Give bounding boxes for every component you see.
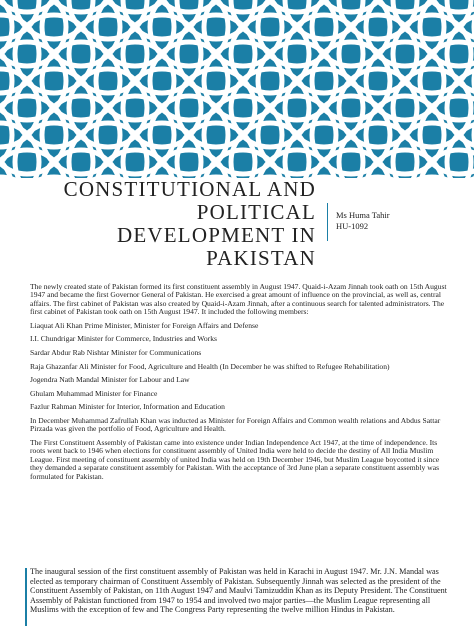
body-content [30,283,450,486]
cabinet-member-2: I.I. Chundrigar Minister for Commerce, Industries and Works [30,334,217,344]
course-code: HU-1092 [336,221,369,231]
title-line-2: POLITICAL [196,200,316,224]
cabinet-member-5: Jogendra Nath Mandal Minister for Labour and Law [30,375,190,385]
cabinet-member-6: Ghulam Muhammad Minister for Finance [30,388,158,398]
presentation-title [20,178,316,270]
cabinet-member-3: Sardar Abdur Rab Nishtar Minister for Communications [30,348,202,357]
intro-paragraph: The newly created state of Pakistan formed its first constituent assembly in August 1947. Quaid-i-Azam Jinnah took oath on 15th August 1947 and became the first Governor General of Pakistan. He exercised a great amount of influence on the provincial, as well as, central affairs. The first cabinet of Pakistan was also created by Quaid-i-Azam Jinnah, after a continuous search for talented administrators. The first cabinet of Pakistan took oath on 15th August 1947. It included the following members: [30,282,447,317]
author-name: Ms Huma Tahir [336,210,390,220]
accent-bar [25,568,27,626]
bottom-section [0,560,474,632]
cabinet-member-1: Liaquat Ali Khan Prime Minister, Minister for Foreign Affairs and Defense [30,320,259,330]
cabinet-member-4: Raja Ghazanfar Ali Minister for Food, Agriculture and Health (In December he was shifted to Refugee Rehabilitation) [30,361,390,371]
title-line-3: DEVELOPMENT IN [117,223,316,247]
title-divider [327,203,328,241]
constituent-assembly-paragraph: The First Constituent Assembly of Pakistan came into existence under Indian Independence Act 1947, at the time of independence. Its roots went back to 1946 when elections for constituent assembly of United India were held to decide the destiny of All India Muslim League. First meeting of constituent assembly of united India was held on 19th December 1946, but Muslim League boycotted it since they demanded a separate constituent assembly for Pakistan. With the acceptance of 3rd June plan a separate constituent assembly was formulated for Pakistan. [30,437,440,481]
inaugural-session-paragraph: The inaugural session of the first constituent assembly of Pakistan was held in Karachi in August 1947. Mr. J.N. Mandal was elected as temporary chairman of Constituent Assembly of Pakistan. Subsequently Jinnah was selected as the president of the Constituent Assembly of Pakistan, on 11th August 1947 and Maulvi Tamizuddin Khan as its Deputy President. The Constituent Assembly of Pakistan functioned from 1947 to 1954 and involved two major parties—the Muslim League representing all Muslims with the exception of few and The Congress Party representing the twelve million Hindus in Pakistan. [30,567,448,614]
title-line-1: CONSTITUTIONAL AND [63,177,316,201]
decorative-circle-pattern-banner [0,0,474,178]
author-info [336,210,390,232]
cabinet-member-7: Fazlur Rahman Minister for Interior, Information and Education [30,402,225,412]
title-line-4: PAKISTAN [206,246,316,270]
december-paragraph: In December Muhammad Zafrullah Khan was inducted as Minister for Foreign Affairs and Common wealth relations and Abdus Sattar Pirzada was given the portfolio of Food, Agriculture and Health. [30,415,441,434]
